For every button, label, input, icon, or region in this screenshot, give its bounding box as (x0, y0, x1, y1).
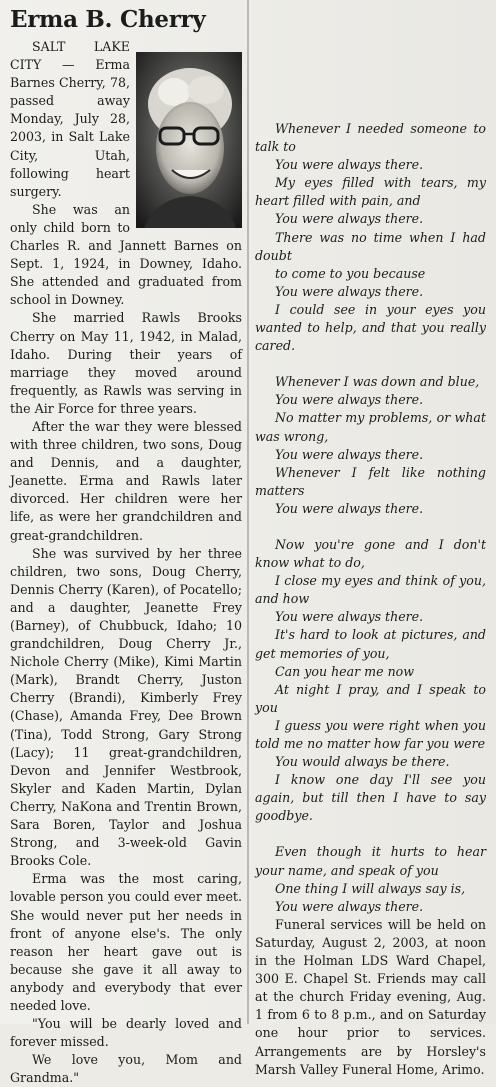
obituary-paragraph: She was survived by her three children, two sons, Doug Cherry, Dennis Cherry (Karen), of Pocatello; and a daughter, Jeanette Frey (Barney), of Chubbuck, Idaho; 10 grandchildren, Doug Cherry Jr., Nichole Cherry (Mike), Kimi Martin (Mark), Brandt Cherry, Juston Cherry (Brandi), Kimberly Frey (Chase), Amanda Frey, Dee Brown (Tina), Todd Strong, Gary Strong (Lacy); 11 great-grandchildren, Devon and Jennifer Westbrook, Skyler and Kaden Martin, Dylan Cherry, NaKona and Trentin Brown, Sara Boren, Taylor and Joshua Strong, and 3-week-old Gavin Brooks Cole. (10, 545, 242, 869)
obituary-paragraph: We love you, Mom and Grandma." (10, 1052, 242, 1086)
poem-line: You were always there. (275, 392, 424, 408)
column-divider (247, 0, 249, 1024)
obituary-right-column (255, 120, 486, 1079)
poem-line: I guess you were right when you told me no matter how far you were (255, 717, 486, 751)
obituary-paragraph: "You will be dearly loved and forever missed. (10, 1016, 242, 1050)
poem-line: Whenever I was down and blue, (275, 374, 480, 390)
poem-line: Whenever I needed someone to talk to (255, 121, 486, 155)
poem-stanza (255, 373, 486, 518)
poem-line: I close my eyes and think of you, and how (255, 573, 486, 607)
obituary-paragraph-text: SALT LAKE CITY — Erma Barnes Cherry, 78, passed away Monday, July 28, 2003, in Salt Lake City, Utah, following heart surgery. (10, 39, 130, 199)
poem-line: You were always there. (275, 500, 424, 516)
poem-line: My eyes filled with tears, my heart filled with pain, and (255, 175, 486, 209)
poem-line: I know one day I'll see you again, but till then I have to say goodbye. (255, 772, 486, 824)
poem-line: Now you're gone and I don't know what to do, (255, 536, 486, 571)
poem-line: I could see in your eyes you wanted to help, and that you really cared. (255, 301, 486, 354)
poem-line: Even though it hurts to hear your name, and speak of you (255, 844, 486, 878)
poem-line: You were always there. (275, 898, 424, 914)
poem-line: You were always there. (275, 446, 424, 462)
poem-line: You were always there. (275, 283, 424, 299)
poem-line: No matter my problems, or what was wrong, (255, 410, 486, 444)
obituary-paragraph: After the war they were blessed with three children, two sons, Doug and Dennis, and a daughter, Jeanette. Erma and Rawls later divorced. Her children were her life, as were her grandchildren and great-grandchildren. (10, 418, 242, 543)
poem-line: One thing I will always say is, (275, 880, 466, 896)
poem-stanza (255, 843, 486, 915)
obituary-paragraph (10, 38, 242, 201)
portrait-photo (136, 52, 242, 228)
funeral-services-notice: Funeral services will be held on Saturday, August 2, 2003, at noon in the Holman LDS Ward Chapel, 300 E. Chapel St. Friends may call at the church Friday evening, Aug. 1 from 6 to 8 p.m., and on Saturday one hour prior to services. Arrangements are by Horsley's Marsh Valley Funeral Home, Arimo. (255, 916, 486, 1077)
obituary-paragraph: She was an only child born to Charles R. and Jannett Barnes on Sept. 1, 1924, in Downey, Idaho. She attended and graduated from school in Downey. (10, 201, 242, 308)
poem-line: It's hard to look at pictures, and get memories of you, (255, 627, 486, 661)
poem-line: You were always there. (275, 157, 424, 173)
obituary-left-column (10, 38, 242, 1087)
obituary-paragraph: Erma was the most caring, lovable person you could ever meet. She would never put her needs in front of anyone else's. The only reason her heart gave out is because she gave it all away to anybody and everybody that ever needed love. (10, 871, 242, 1013)
poem-line: You were always there. (275, 609, 424, 625)
poem-line: Can you hear me now (275, 663, 415, 679)
poem-line: There was no time when I had doubt (255, 229, 486, 263)
poem-line: Whenever I felt like nothing matters (255, 464, 486, 498)
poem-line: to come to you because (275, 265, 426, 281)
poem-line: You would always be there. (275, 754, 450, 770)
poem-stanza (255, 120, 486, 355)
obituary-title: Erma B. Cherry (10, 6, 206, 33)
poem-stanza (255, 536, 486, 826)
poem-line: At night I pray, and I speak to you (255, 681, 486, 715)
obituary-paragraph: She married Rawls Brooks Cherry on May 11, 1942, in Malad, Idaho. During their years of marriage they moved around frequently, as Rawls was serving in the Air Force for three years. (10, 310, 242, 416)
poem-line: You were always there. (275, 211, 424, 227)
